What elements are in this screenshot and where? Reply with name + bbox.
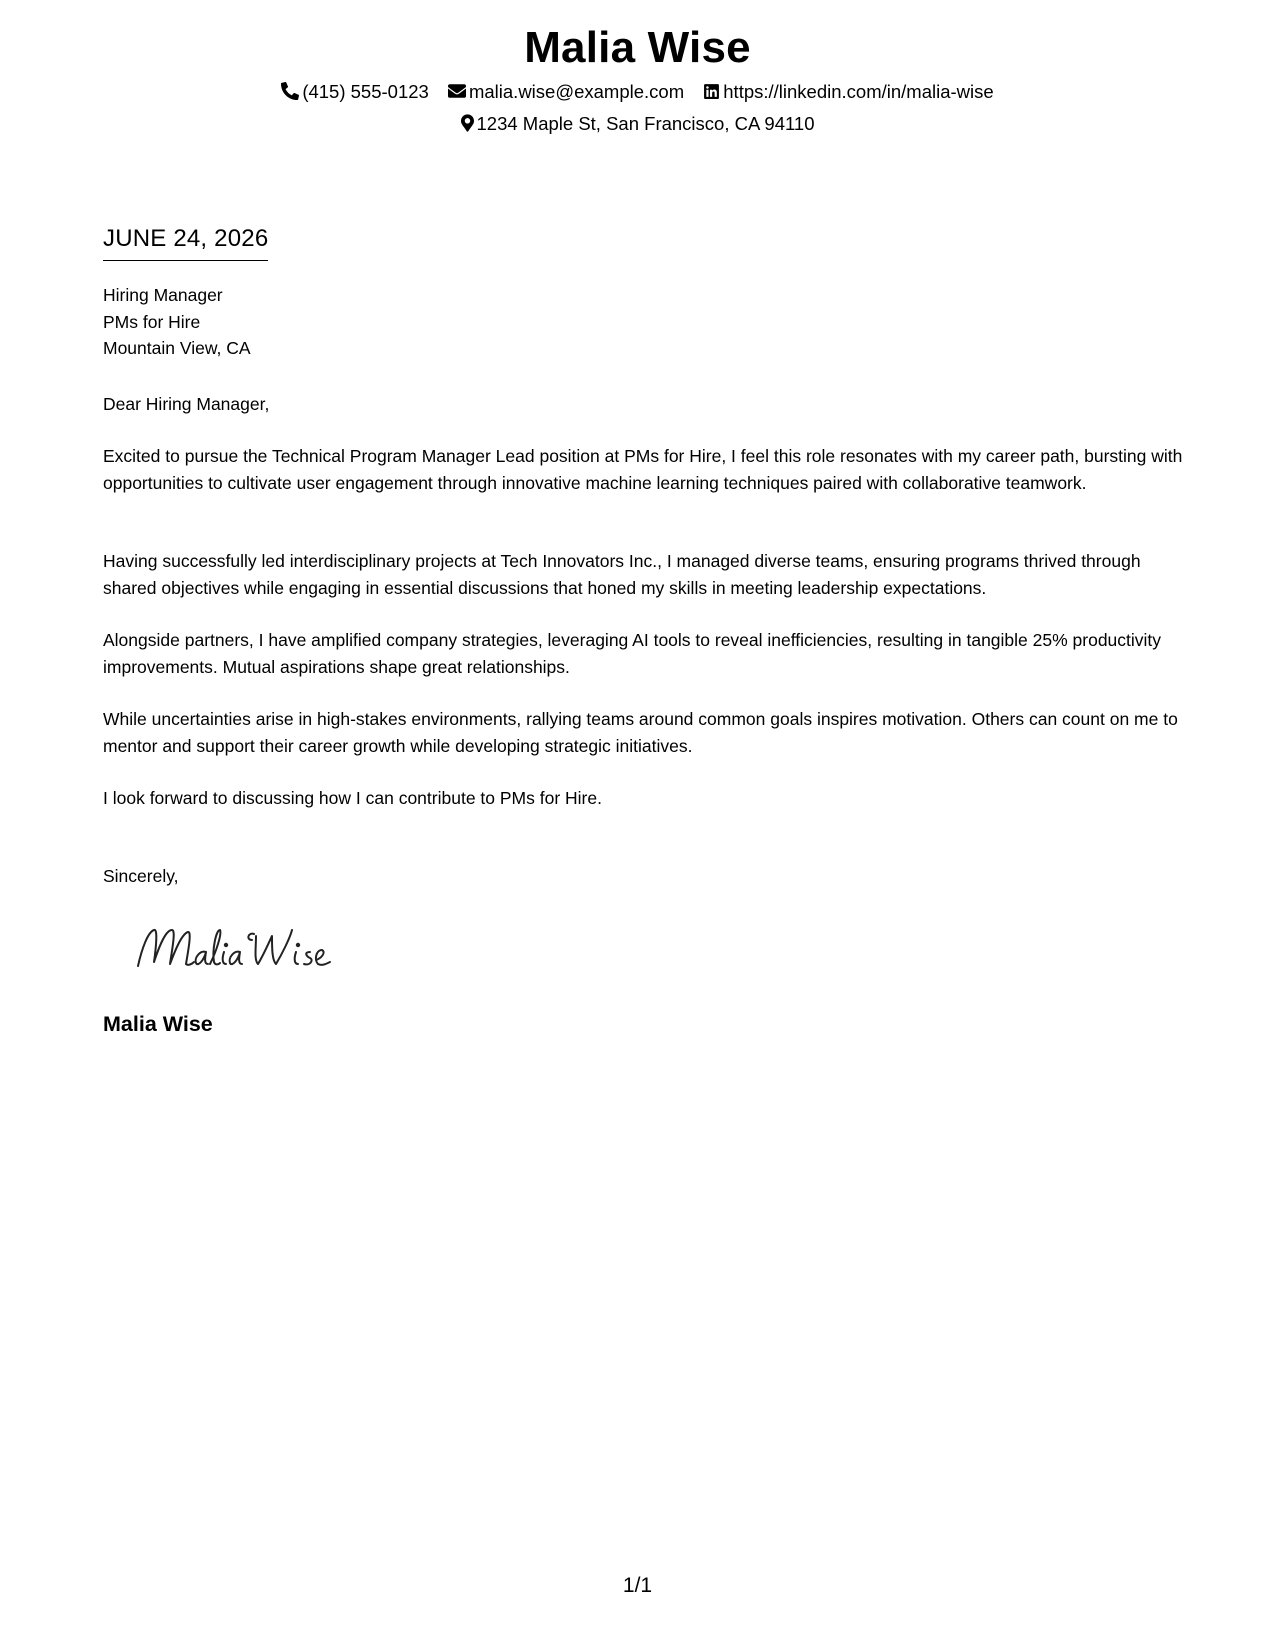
letter-date: JUNE 24, 2026 <box>103 224 268 261</box>
linkedin-icon <box>703 83 720 100</box>
contact-linkedin[interactable] <box>703 79 993 105</box>
signer-name: Malia Wise <box>103 1012 213 1036</box>
contact-info-row <box>0 78 1275 105</box>
phone-text: (415) 555-0123 <box>302 81 429 103</box>
body-paragraph: I look forward to discussing how I can contribute to PMs for Hire. <box>103 788 602 808</box>
recipient-block <box>103 282 1183 362</box>
signature-image <box>130 918 340 978</box>
map-pin-icon <box>461 114 474 132</box>
contact-phone <box>281 79 429 105</box>
applicant-name: Malia Wise <box>524 23 751 72</box>
contact-address <box>461 111 815 137</box>
salutation: Dear Hiring Manager, <box>103 394 270 414</box>
email-text[interactable]: malia.wise@example.com <box>468 81 685 103</box>
body-paragraph: Excited to pursue the Technical Program Manager Lead position at PMs for Hire, I feel this role resonates with my career path, bursting with opportunities to cultivate user engagement through innovative machine learning techniques paired with collaborative teamwork. <box>103 446 1183 493</box>
envelope-icon <box>448 82 466 100</box>
contact-email[interactable] <box>448 79 684 105</box>
phone-icon <box>281 82 299 100</box>
body-paragraph: Alongside partners, I have amplified company strategies, leveraging AI tools to reveal inefficiencies, resulting in tangible 25% productivity improvements. Mutual aspirations shape great relationships. <box>103 630 1162 677</box>
body-paragraph: Having successfully led interdisciplinary projects at Tech Innovators Inc., I managed diverse teams, ensuring programs thrived through shared objectives while engaging in essential discussions that honed my skills in meeting leadership expectations. <box>103 551 1141 598</box>
body-paragraph: While uncertainties arise in high-stakes environments, rallying teams around common goals inspires motivation. Others can count on me to mentor and support their career growth while developing strategic initiatives. <box>103 709 1178 756</box>
page-number: 1/1 <box>622 1574 653 1597</box>
recipient-title: Hiring Manager <box>103 285 223 305</box>
closing: Sincerely, <box>103 866 179 886</box>
address-text: 1234 Maple St, San Francisco, CA 94110 <box>476 113 815 135</box>
address-row <box>0 110 1275 137</box>
recipient-company: PMs for Hire <box>103 311 201 332</box>
linkedin-text[interactable]: https://linkedin.com/in/malia-wise <box>723 81 994 103</box>
recipient-location: Mountain View, CA <box>103 338 251 358</box>
